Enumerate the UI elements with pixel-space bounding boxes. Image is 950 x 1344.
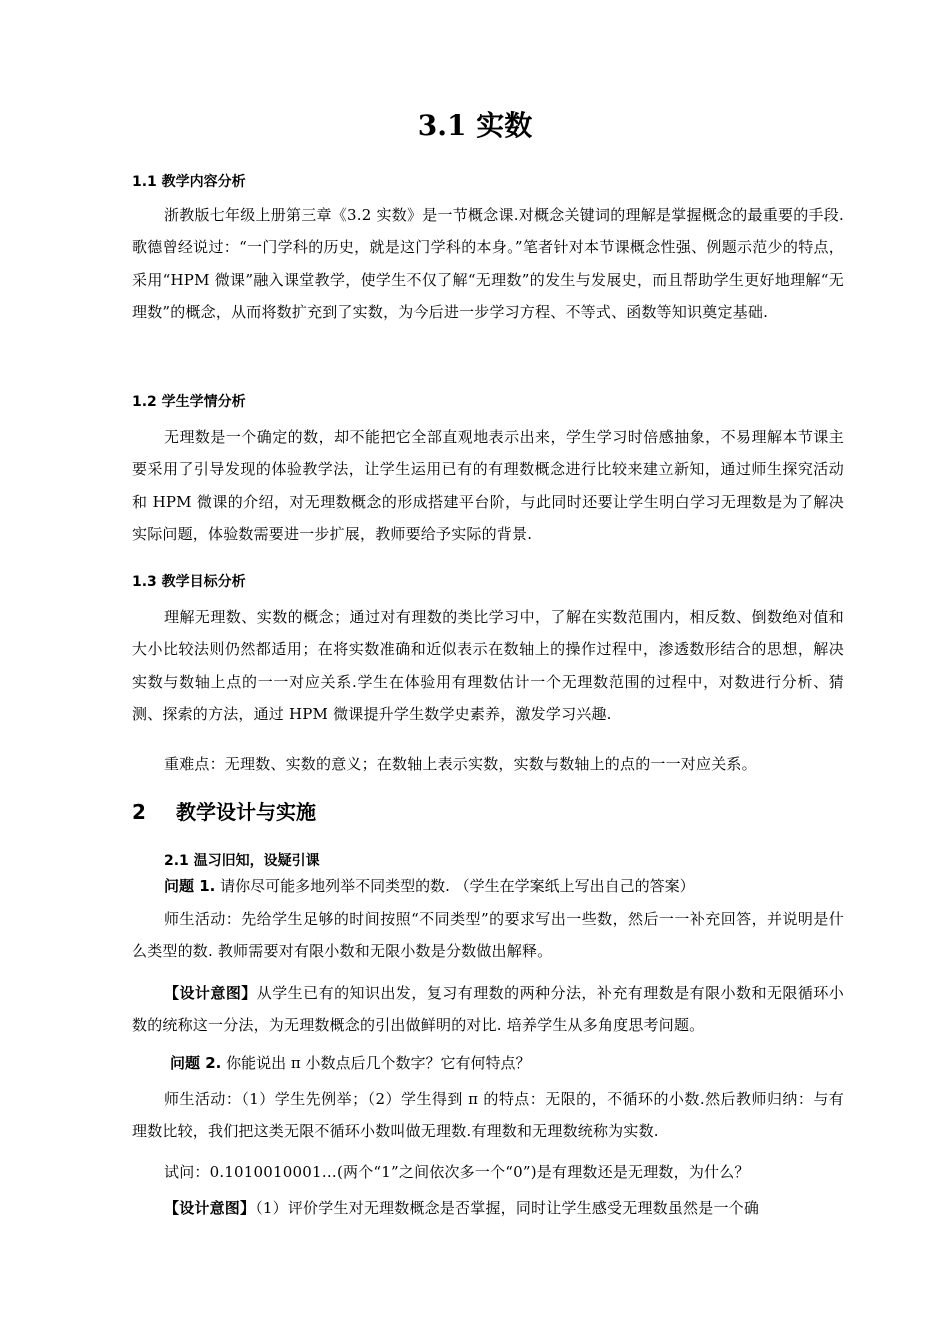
section-heading-2 (132, 799, 316, 825)
paragraph-content-analysis: 浙教版七年级上册第三章《3.2 实数》是一节概念课.对概念关键词的理解是掌握概念的最重要的手段.歌德曾经说过：“一门学科的历史，就是这门学科的本身。”笔者针对本节课概念性强、例题示范少的特点，采用“HPM 微课”融入课堂教学，使学生不仅了解“无理数”的发生与发展史，而且帮助学生更好地理解“无理数”的概念，从而将数扩充到了实数，为今后进一步学习方程、不等式、函数等知识奠定基础. (132, 206, 844, 321)
paragraph-activity-1: 师生活动：先给学生足够的时间按照“不同类型”的要求写出一些数，然后一一补充回答，并说明是什么类型的数. 教师需要对有限小数和无限小数是分数做出解释。 (132, 910, 844, 961)
question-1 (164, 875, 695, 897)
paragraph-activity-2: 师生活动：（1）学生先例举；（2）学生得到 π 的特点：无限的，不循环的小数.然后教师归纳：与有理数比较，我们把这类无限不循环小数叫做无理数.有理数和无理数统称为实数. (132, 1090, 844, 1141)
question-1-text: 请你尽可能多地列举不同类型的数. （学生在学案纸上写出自己的答案） (215, 877, 695, 895)
section-title: 教学设计与实施 (176, 800, 316, 824)
section-heading-1-2: 1.2 学生学情分析 (132, 394, 246, 410)
paragraph-design-intent-2 (132, 1192, 844, 1224)
section-heading-1-1: 1.1 教学内容分析 (132, 174, 246, 190)
question-2 (170, 1052, 531, 1074)
question-2-label: 问题 2. (170, 1054, 222, 1072)
paragraph-key-points: 重难点：无理数、实数的意义；在数轴上表示实数，实数与数轴上的点的一一对应关系。 (164, 755, 757, 773)
design-intent-text-2: （1）评价学生对无理数概念是否掌握，同时让学生感受无理数虽然是一个确 (255, 1199, 760, 1217)
paragraph-objectives: 理解无理数、实数的概念；通过对有理数的类比学习中，了解在实数范围内，相反数、倒数绝对值和大小比较法则仍然都适用；在将实数准确和近似表示在数轴上的操作过程中，渗透数形结合的思想，解决实数与数轴上点的一一对应关系.学生在体验用有理数估计一个无理数范围的过程中，对数进行分析、猜测、探索的方法，通过 HPM 微课提升学生数学史素养，激发学习兴趣. (132, 608, 844, 723)
design-intent-label-2: 【设计意图】 (164, 1199, 256, 1217)
question-1-label: 问题 1. (164, 877, 216, 895)
section-number: 2 (132, 800, 146, 824)
paragraph-design-intent-1 (132, 977, 844, 1042)
design-intent-label: 【设计意图】 (164, 984, 257, 1002)
paragraph-trial-question: 试问：0.1010010001…(两个“1”之间依次多一个“0”)是有理数还是无理数，为什么？ (164, 1163, 750, 1181)
question-2-text: 你能说出 π 小数点后几个数字？它有何特点？ (221, 1054, 531, 1072)
design-intent-text: 从学生已有的知识出发，复习有理数的两种分法，补充有理数是有限小数和无限循环小数的统称这一分法，为无理数概念的引出做鲜明的对比. 培养学生从多角度思考问题。 (132, 984, 844, 1035)
section-heading-2-1: 2.1 温习旧知，设疑引课 (164, 853, 320, 869)
page-title: 3.1 实数 (417, 109, 533, 142)
paragraph-learner-analysis: 无理数是一个确定的数，却不能把它全部直观地表示出来，学生学习时倍感抽象，不易理解本节课主要采用了引导发现的体验教学法，让学生运用已有的有理数概念进行比较来建立新知，通过师生探究活动和 HPM 微课的介绍，对无理数概念的形成搭建平台阶，与此同时还要让学生明白学习无理数是为了解决实际问题，体验数需要进一步扩展，教师要给予实际的背景. (132, 428, 844, 543)
section-heading-1-3: 1.3 教学目标分析 (132, 574, 246, 590)
